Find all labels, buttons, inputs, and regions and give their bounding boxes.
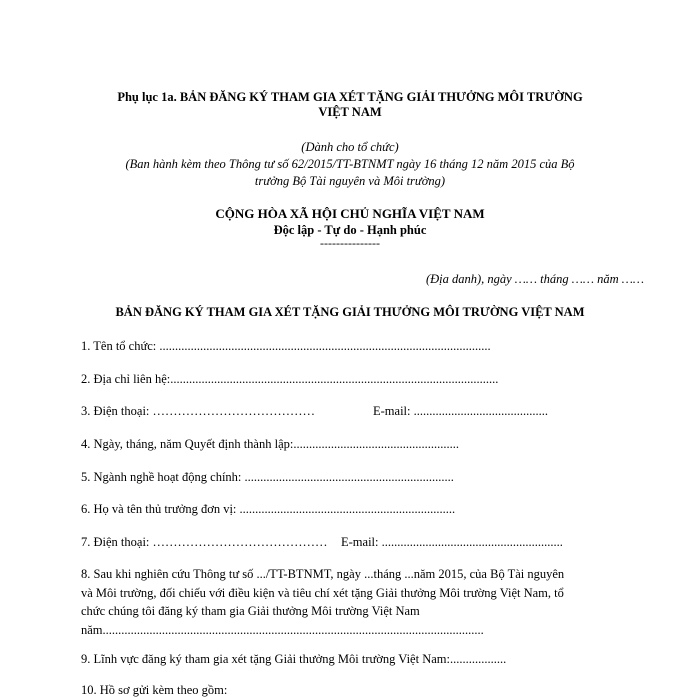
issued-note-line2: trưởng Bộ Tài nguyên và Môi trường) bbox=[254, 174, 446, 188]
field-contact-address[interactable]: 2. Địa chỉ liên hệ:......................................................................................................... bbox=[81, 372, 499, 386]
national-title: CỘNG HÒA XÃ HỘI CHỦ NGHĨA VIỆT NAM bbox=[215, 206, 485, 221]
field-email-1[interactable]: E-mail: ........................................... bbox=[373, 404, 548, 418]
appendix-heading bbox=[0, 90, 700, 120]
form-title: BẢN ĐĂNG KÝ THAM GIA XÉT TẶNG GIẢI THƯỞNG MÔI TRƯỜNG VIỆT NAM bbox=[115, 305, 585, 319]
statement-line1: 8. Sau khi nghiên cứu Thông tư số .../TT-BTNMT, ngày ...tháng ...năm 2015, của Bộ Tài nguyên bbox=[81, 567, 565, 581]
issued-note-line1: (Ban hành kèm theo Thông tư số 62/2015/TT-BTNMT ngày 16 tháng 12 năm 2015 của Bộ bbox=[125, 157, 575, 171]
statement-line2: và Môi trường, đối chiếu với điều kiện và tiêu chí xét tặng Giải thưởng Môi trường Việt Nam, tổ bbox=[81, 585, 564, 600]
place-date-line: (Địa danh), ngày …… tháng …… năm …… bbox=[425, 272, 644, 286]
field-organization-name[interactable]: 1. Tên tổ chức: .......................................................................................................... bbox=[81, 339, 491, 353]
field-main-business[interactable]: 5. Ngành nghề hoạt động chính: ................................................................... bbox=[81, 470, 454, 484]
field-establishment-date[interactable]: 4. Ngày, tháng, năm Quyết định thành lập:..................................................... bbox=[81, 437, 459, 451]
field-email-2[interactable]: E-mail: .......................................................... bbox=[341, 535, 563, 549]
appendix-heading-line2: VIỆT NAM bbox=[318, 105, 382, 119]
attachments-heading: 10. Hồ sơ gửi kèm theo gồm: bbox=[81, 683, 228, 697]
motto-divider: --------------- bbox=[320, 236, 380, 250]
appendix-heading-line1: Phụ lục 1a. BẢN ĐĂNG KÝ THAM GIA XÉT TẶNG GIẢI THƯỞNG MÔI TRƯỜNG bbox=[117, 90, 583, 104]
statement-line3: chức chúng tôi đăng ký tham gia Giải thưởng Môi trường Việt Nam bbox=[81, 604, 420, 618]
audience-note: (Dành cho tổ chức) bbox=[301, 140, 399, 154]
field-head-of-unit[interactable]: 6. Họ và tên thủ trưởng đơn vị: ..................................................................... bbox=[81, 502, 456, 516]
field-award-category[interactable]: 9. Lĩnh vực đăng ký tham gia xét tặng Giải thưởng Môi trường Việt Nam:.................. bbox=[81, 652, 507, 666]
national-motto: Độc lập - Tự do - Hạnh phúc bbox=[273, 223, 427, 237]
statement-year-field[interactable]: năm.......................................................................................................................... bbox=[81, 622, 484, 637]
issuance-note bbox=[0, 139, 700, 190]
registration-statement bbox=[81, 565, 621, 639]
field-phone-2[interactable]: 7. Điện thoại: …………………………………… bbox=[81, 535, 328, 549]
field-phone-1[interactable]: 3. Điện thoại: ………………………………… bbox=[81, 404, 316, 418]
